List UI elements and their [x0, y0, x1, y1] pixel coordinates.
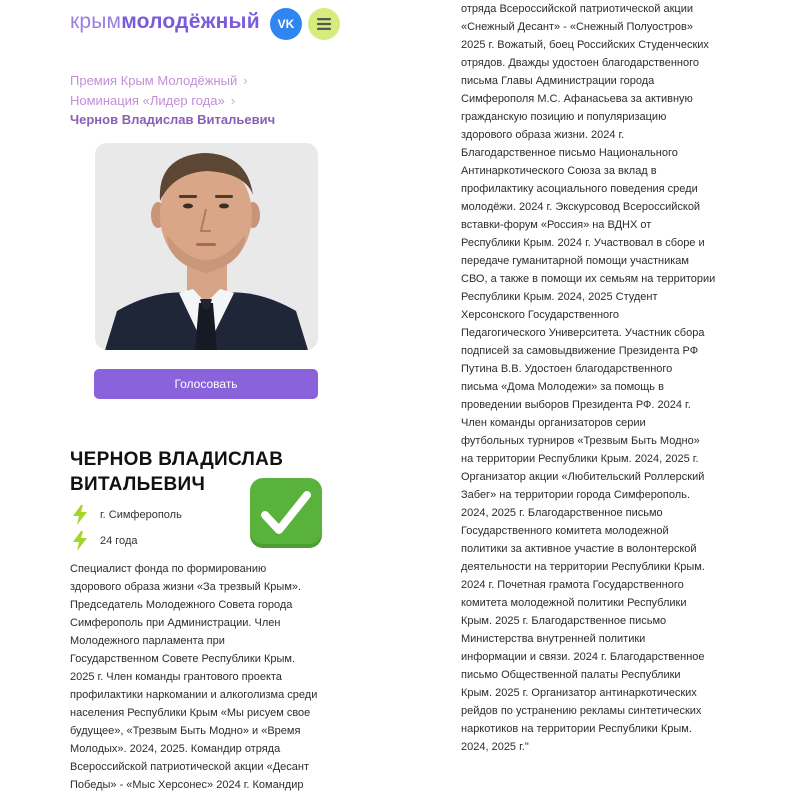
vk-logo-icon: VK: [277, 17, 295, 31]
nominee-photo: [95, 143, 318, 350]
bio-line: здорового образа жизни «За трезвый Крым».: [70, 581, 302, 593]
bio-line: подписей за самовыдвижение Президента РФ: [461, 345, 699, 357]
bio-line: рейдов по устранению рекламы синтетических: [461, 705, 702, 717]
bio-line: Благодарственное письмо Национального: [461, 147, 678, 159]
bio-line: деятельности на территории Республики Крым.: [461, 561, 705, 573]
breadcrumb-nomination[interactable]: Номинация «Лидер года» ›: [70, 92, 236, 108]
vote-button[interactable]: Голосовать: [94, 369, 318, 399]
bio-line: профилактики наркомании и алкоголизма среди: [70, 689, 318, 701]
site-logo[interactable]: [70, 10, 260, 34]
bio-line: Всероссийской патриотической акции «Десант: [70, 761, 310, 773]
vk-button[interactable]: [270, 8, 302, 40]
age-row: [72, 531, 137, 551]
bio-line: Забег» на территории города Симферополь.: [461, 489, 690, 501]
bio-line: Крым. 2025 г. Организатор антинаркотических: [461, 687, 697, 699]
bio-line: молодёжи. 2024 г. Экскурсовод Всероссийской: [461, 201, 701, 213]
bio-line: письма «Дома Молодежи» за помощь в: [461, 381, 664, 393]
bio-line: на территории Республики Крым. 2024, 2025 г.: [461, 453, 699, 465]
logo-main: молодёжный: [121, 10, 260, 33]
bio-line: Министерства внутренней политики: [461, 633, 646, 645]
chevron-right-icon: ›: [230, 92, 236, 108]
bio-line: населения Республики Крым «Мы рисуем свое: [70, 707, 311, 719]
bio-line: комитета молодежной политики Республики: [461, 597, 687, 609]
nominee-name-line2: ВИТАЛЬЕВИЧ: [70, 474, 206, 495]
bio-line: Симферополь при Администрации. Член: [70, 617, 281, 629]
bio-line: «Снежный Десант» - «Снежный Полуостров»: [461, 21, 693, 33]
bio-line: отрядов. Дважды удостоен благодарственного: [461, 57, 700, 69]
bio-line: 2025 г. Вожатый, боец Российских Студенческих: [461, 39, 709, 51]
city-row: [72, 505, 182, 525]
bio-line: Педагогического Университета. Участник сбора: [461, 327, 705, 339]
bio-line: Херсонского Государственного: [461, 309, 620, 321]
bio-line: информации и связи. 2024 г. Благодарственное: [461, 651, 705, 663]
breadcrumb-award[interactable]: Премия Крым Молодёжный ›: [70, 73, 248, 88]
bio-line: отряда Всероссийской патриотической акции: [461, 3, 694, 15]
logo-prefix: крым: [70, 10, 122, 33]
bio-line: СВО, а также в помощи их семьям на территории: [461, 273, 716, 285]
bio-line: письма Главы Администрации города: [461, 75, 655, 87]
menu-button[interactable]: [308, 8, 340, 40]
bio-line: Молодых». 2024, 2025. Командир отряда: [70, 743, 281, 755]
bio-line: Молодежного парламента при: [70, 635, 225, 647]
bio-line: Симферополя М.С. Афанасьева за активную: [461, 93, 693, 105]
hamburger-menu-icon: [317, 18, 331, 30]
bio-line: 2024 г. Почетная грамота Государственного: [461, 579, 684, 591]
bio-line: политики за активное участие в волонтерской: [461, 543, 697, 555]
bio-line: передаче гуманитарной помощи участникам: [461, 255, 689, 267]
bio-line: здорового образа жизни. 2024 г.: [461, 129, 625, 141]
bio-line: Республики Крым. 2024 г. Участвовал в сборе и: [461, 237, 705, 249]
bio-line: Организатор акции «Любительский Роллерский: [461, 471, 705, 483]
lightning-bolt-icon: [72, 505, 88, 525]
bio-line: проведении выборов Президента РФ. 2024 г.: [461, 399, 691, 411]
bio-line: вставки-форум «Россия» на ВДНХ от: [461, 219, 652, 231]
chevron-right-icon: ›: [243, 73, 248, 88]
city-label: г. Симферополь: [100, 509, 182, 521]
bio-line: письмо Общественной палаты Республики: [461, 669, 681, 681]
bio-line: Путина В.В. Удостоен благодарственного: [461, 363, 673, 375]
nominee-name-line1: ЧЕРНОВ ВЛАДИСЛАВ: [70, 449, 284, 470]
bio-line: Государственного комитета молодежной: [461, 525, 669, 537]
bio-line: Специалист фонда по формированию: [70, 563, 267, 575]
bio-line: Государственном Совете Республики Крым.: [70, 653, 295, 665]
check-mark-icon: [250, 478, 322, 548]
bio-line: Республики Крым. 2024, 2025 Студент: [461, 291, 658, 303]
bio-line: Крым. 2025 г. Благодарственное письмо: [461, 615, 667, 627]
lightning-bolt-icon: [72, 531, 88, 551]
breadcrumb-current: Чернов Владислав Витальевич: [70, 112, 276, 127]
bio-line: 2024, 2025 г.": [461, 741, 529, 753]
breadcrumb: [70, 71, 275, 130]
bio-line: наркотиков на территории Республики Крым.: [461, 723, 692, 735]
bio-line: гражданскую позицию и популяризацию: [461, 111, 667, 123]
bio-line: 2025 г. Член команды грантового проекта: [70, 671, 282, 683]
bio-line: Член команды организаторов серии: [461, 417, 646, 429]
bio-text-right: [461, 0, 761, 756]
age-label: 24 года: [100, 535, 138, 547]
bio-line: футбольных турниров «Трезвым Быть Модно»: [461, 435, 700, 447]
bio-line: будущее», «Трезвым Быть Модно» и «Время: [70, 725, 301, 737]
bio-line: 2024, 2025 г. Благодарственное письмо: [461, 507, 663, 519]
bio-line: Председатель Молодежного Совета города: [70, 599, 293, 611]
bio-text-left: [70, 560, 355, 794]
bio-line: Антинаркотического Союза за вклад в: [461, 165, 657, 177]
bio-line: Победы» - «Мыс Херсонес» 2024 г. Командир: [70, 779, 304, 791]
bio-line: профилактику асоциального поведения среди: [461, 183, 698, 195]
